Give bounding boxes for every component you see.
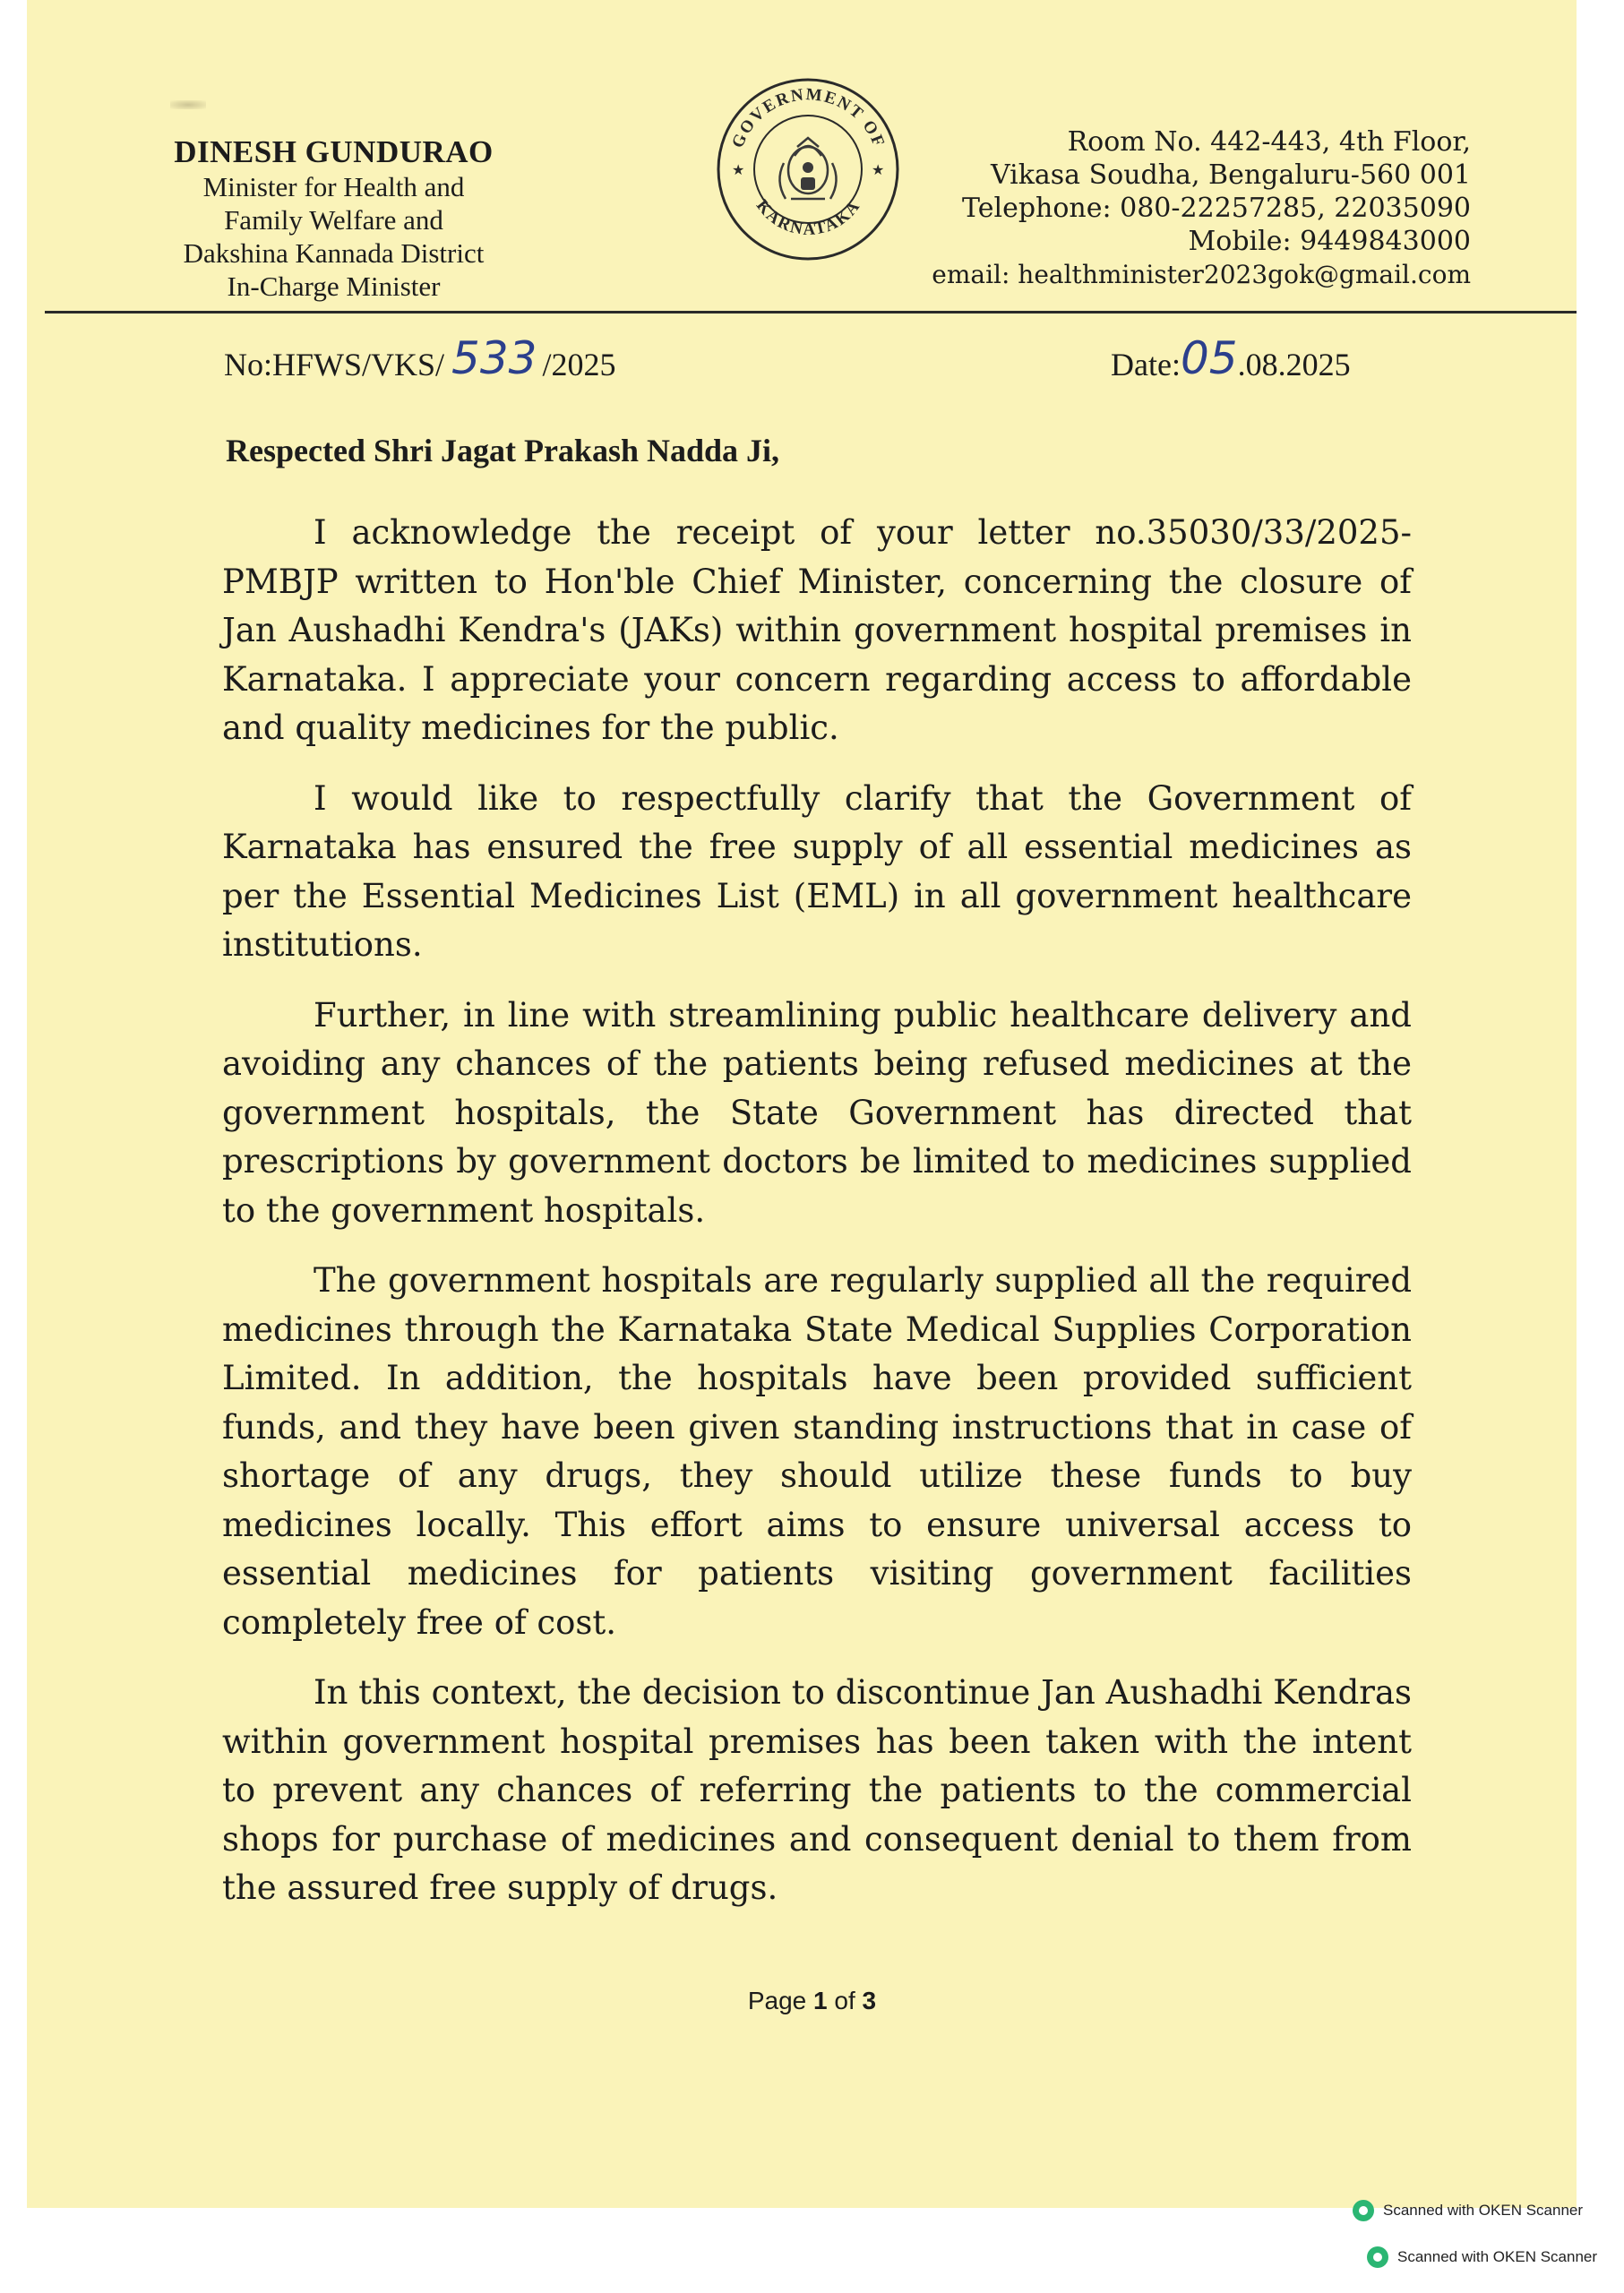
- body-paragraph: The government hospitals are regularly supplied all the required medicines through the Karnataka State Medical Supplies Corporation Limited. In addition, the hospitals have been provided sufficient funds, and they have been given standing instructions that in case of shortage of any drugs, they should utilize these funds to buy medicines locally. This effort aims to ensure universal access to essential medicines for patients visiting government facilities completely free of cost.: [222, 1261, 1412, 1642]
- date-suffix: .08.2025: [1237, 347, 1351, 382]
- letter-body: [222, 509, 1412, 1935]
- svg-text:★: ★: [872, 161, 885, 178]
- page-of: of: [834, 1987, 855, 2014]
- contact-block: [860, 125, 1471, 291]
- mobile-line: Mobile: 9449843000: [1188, 226, 1471, 257]
- minister-title-line: Family Welfare and: [224, 204, 443, 236]
- scanner-watermark-text: Scanned with OKEN Scanner: [1383, 2202, 1584, 2219]
- minister-title-line: Minister for Health and: [202, 171, 465, 202]
- body-paragraph: Further, in line with streamlining public healthcare delivery and avoiding any chances of the patients being refused medicines at the government hospitals, the State Government has directed that prescriptions by government doctors be limited to medicines supplied to the government hospitals.: [222, 995, 1412, 1230]
- scan-smudge: [170, 100, 206, 109]
- body-paragraph: I would like to respectfully clarify that the Government of Karnataka has ensured the free supply of all essential medicines as per the Essential Medicines List (EML) in all government healthcare institutions.: [222, 778, 1412, 964]
- address-line: Room No. 442-443, 4th Floor,: [1067, 126, 1471, 158]
- letter-date: [1111, 332, 1351, 384]
- page-total: 3: [862, 1987, 877, 2014]
- svg-text:KARNATAKA: KARNATAKA: [752, 196, 865, 239]
- svg-text:★: ★: [732, 161, 745, 178]
- scanner-logo-icon: [1367, 2246, 1388, 2268]
- email-line: email: healthminister2023gok@gmail.com: [932, 260, 1471, 289]
- scanner-logo-icon: [1353, 2200, 1374, 2221]
- svg-text:GOVERNMENT OF: GOVERNMENT OF: [728, 85, 889, 151]
- minister-title-line: In-Charge Minister: [227, 271, 441, 302]
- body-paragraph: In this context, the decision to discontinue Jan Aushadhi Kendras within government hospital premises has been taken with the intent to prevent any chances of referring the patients to the commercial shops for purchase of medicines and consequent denial to them from the assured free supply of drugs.: [222, 1673, 1412, 1907]
- telephone-line: Telephone: 080-22257285, 22035090: [962, 193, 1471, 224]
- date-prefix: Date:: [1111, 347, 1181, 382]
- header-divider: [45, 311, 1577, 313]
- page-current: 1: [813, 1987, 828, 2014]
- minister-block: [94, 134, 573, 303]
- page-indicator: [0, 1987, 1624, 2015]
- minister-name: DINESH GUNDURAO: [174, 134, 494, 169]
- reference-number: [224, 332, 616, 384]
- address-line: Vikasa Soudha, Bengaluru-560 001: [990, 159, 1471, 191]
- scanner-watermark: [1367, 2246, 1597, 2268]
- handwritten-date-day: 05: [1180, 332, 1238, 384]
- minister-title-line: Dakshina Kannada District: [183, 237, 485, 269]
- scanner-watermark-text: Scanned with OKEN Scanner: [1397, 2248, 1598, 2265]
- scanner-watermark: [1353, 2200, 1583, 2221]
- page-label: Page: [747, 1987, 807, 2014]
- salutation: Respected Shri Jagat Prakash Nadda Ji,: [226, 433, 780, 468]
- reference-suffix: /2025: [542, 347, 616, 382]
- body-paragraph: I acknowledge the receipt of your letter no.35030/33/2025-PMBJP written to Hon'ble Chief Minister, concerning the closure of Jan Aushadhi Kendra's (JAKs) within government hospital premises in Karnataka. I appreciate your concern regarding access to affordable and quality medicines for the public.: [222, 513, 1412, 747]
- reference-prefix: No:HFWS/VKS/: [224, 347, 445, 382]
- handwritten-reference-number: 533: [451, 332, 537, 384]
